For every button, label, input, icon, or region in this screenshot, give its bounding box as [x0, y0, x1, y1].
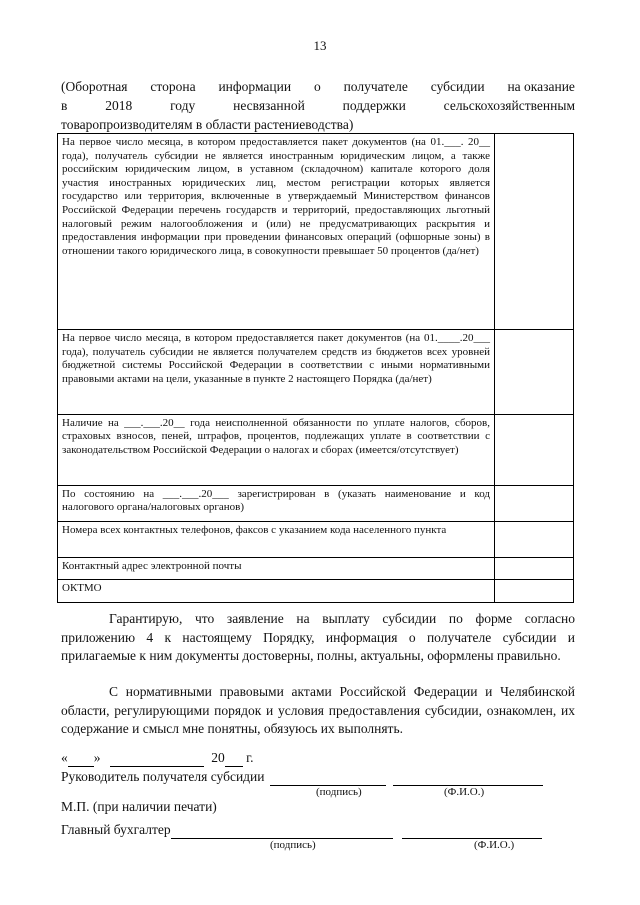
close-quote: » [93, 750, 101, 765]
header-word: (Оборотная [61, 79, 128, 94]
accountant-label: Главный бухгалтер [61, 822, 171, 837]
year-suffix: г. [246, 750, 254, 765]
section-header [61, 77, 575, 134]
table-row [58, 558, 574, 580]
head-label: Руководитель получателя субсидии [61, 769, 265, 784]
row-value-cell[interactable] [495, 558, 574, 580]
header-word: о [313, 79, 321, 94]
header-word: информации [218, 79, 292, 94]
date-line [61, 750, 254, 767]
row-label-tax-debt: Наличие на ___.___.20__ года неисполненной обязанности по уплате налогов, сборов, страховых взносов, пеней, штрафов, процентов, подлежащих уплате в соответствии с законодательством Российской Федерации о налогах и сборах (имеется/отсутствует) [58, 414, 495, 485]
signature-caption: (подпись) [270, 839, 316, 851]
row-label-offshore: На первое число месяца, в котором предоставляется пакет документов (на 01.___. 20__ года), получатель субсидии не является иностранным юридическим лицом, а также российским юридическим лицом, в уставном (складочном) капитале которого доля участия иностранных юридических лиц, местом регистрации которых является государство или территория, включенные в утверждаемый Министерством финансов Российской Федерации перечень государств и территорий, предоставляющих льготный налоговый режим налогообложения и (или) не предусматривающих раскрытия и предоставления информации при проведении финансовых операций (офшорные зоны) в отношении такого юридического лица, в совокупности превышает 50 процентов (да/нет) [58, 134, 495, 330]
month-field[interactable] [110, 750, 204, 767]
header-word: сторона [150, 79, 196, 94]
row-label-budget-funds: На первое число месяца, в котором предоставляется пакет документов (на 01.____.20___ года), получатель субсидии не является получателем средств из бюджетов всех уровней бюджетной системы Российской Федерации в соответствии с иными нормативными правовыми актами на цели, указанные в пункте 2 настоящего Порядка (да/нет) [58, 330, 495, 414]
row-value-cell[interactable] [495, 485, 574, 521]
table-row [58, 521, 574, 557]
accountant-signature-line [61, 822, 542, 839]
header-line-3: товаропроизводителям в области растениеводства) [61, 117, 354, 132]
accountant-name-field[interactable] [402, 822, 542, 839]
day-field[interactable] [68, 750, 94, 767]
acquainted-paragraph: С нормативными правовыми актами Российской Федерации и Челябинской области, регулирующими порядок и условия предоставления субсидии, ознакомлен, их содержание и смысл мне понятны, обязуюсь их выполнять. [61, 684, 575, 736]
signature-caption: (подпись) [316, 786, 362, 798]
header-word: 2018 [105, 98, 133, 113]
head-signature-field[interactable] [270, 769, 386, 786]
open-quote: « [61, 750, 68, 765]
row-value-cell[interactable] [495, 134, 574, 330]
header-word: поддержки [342, 98, 406, 113]
row-label-oktmo: ОКТМО [58, 579, 495, 602]
table-row [58, 485, 574, 521]
table-row [58, 414, 574, 485]
year-field[interactable] [225, 750, 243, 767]
row-value-cell[interactable] [495, 521, 574, 557]
header-word: на оказание [507, 79, 575, 94]
row-label-tax-authority: По состоянию на ___.___.20___ зарегистрирован в (указать наименование и код налогового органа/налоговых органов) [58, 485, 495, 521]
accountant-signature-field[interactable] [171, 822, 393, 839]
row-value-cell[interactable] [495, 579, 574, 602]
recipient-info-table [57, 133, 574, 603]
head-name-field[interactable] [393, 769, 543, 786]
row-value-cell[interactable] [495, 414, 574, 485]
row-label-email: Контактный адрес электронной почты [58, 558, 495, 580]
table-row [58, 330, 574, 414]
row-label-phones: Номера всех контактных телефонов, факсов с указанием кода населенного пункта [58, 521, 495, 557]
header-line-1 [61, 77, 575, 96]
row-value-cell[interactable] [495, 330, 574, 414]
header-word: субсидии [430, 79, 485, 94]
header-line-2 [61, 96, 575, 115]
stamp-label: М.П. (при наличии печати) [61, 799, 217, 814]
header-word: получателе [343, 79, 408, 94]
year-prefix: 20 [211, 750, 225, 765]
table-row [58, 134, 574, 330]
header-word: сельскохозяйственным [443, 98, 575, 113]
header-word: несвязанной [233, 98, 305, 113]
name-caption: (Ф.И.О.) [474, 839, 515, 851]
table-row [58, 579, 574, 602]
head-signature-line [61, 769, 543, 786]
header-word: в [61, 98, 68, 113]
page-number: 13 [313, 38, 327, 53]
guarantee-paragraph: Гарантирую, что заявление на выплату субсидии по форме согласно приложению 4 к настоящему Порядку, информация о получателе субсидии и прилагаемые к ним документы достоверны, полны, актуальны, оформлены правильно. [61, 611, 575, 663]
name-caption: (Ф.И.О.) [444, 786, 485, 798]
header-word: году [170, 98, 196, 113]
